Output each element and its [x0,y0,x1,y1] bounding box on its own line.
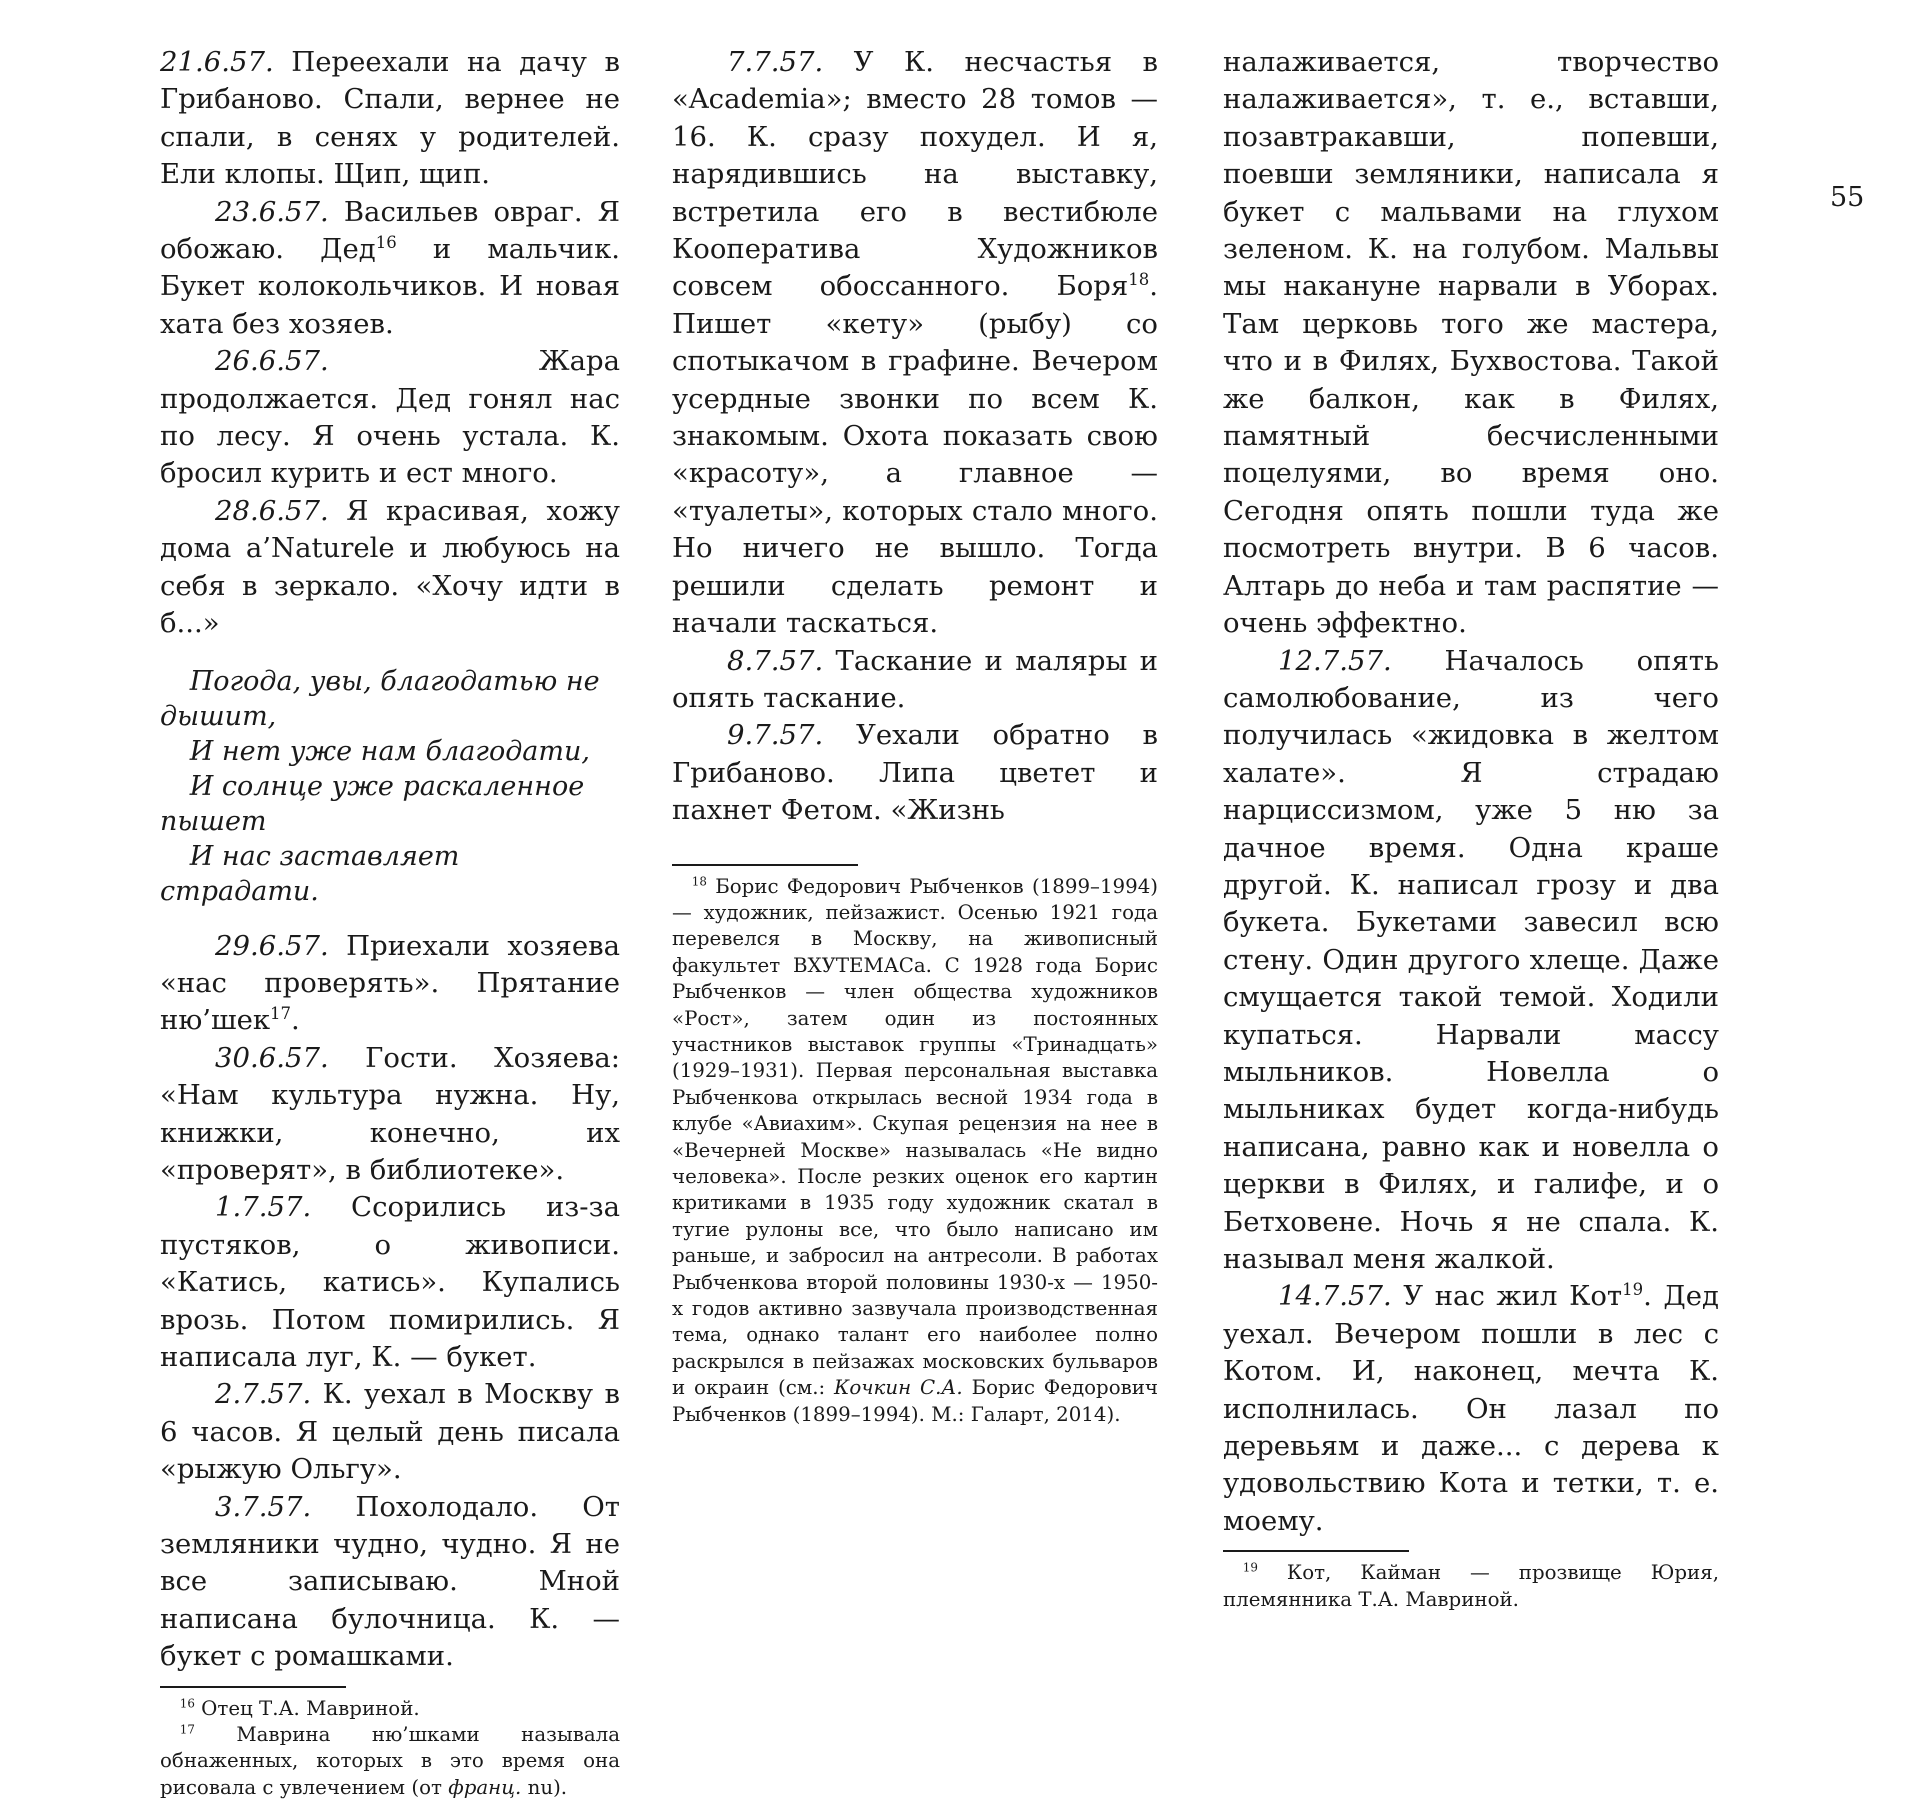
entry-date: 23.6.57. [215,195,329,228]
column-right [1223,44,1719,1613]
footnote-ref-18: 18 [1128,270,1150,290]
entry-1-7-57 [160,1189,620,1376]
entry-23-6-57 [160,194,620,344]
entry-30-6-57 [160,1040,620,1190]
entry-29-6-57 [160,928,620,1040]
footnote-rule [672,864,858,866]
footnote-text: Борис Федорович Рыбченков (1899–1994). М.: Галарт, 2014). [672,1376,1158,1426]
footnote-number: 18 [691,873,707,888]
entry-text: налаживается, творчество налаживается», т. е., вставши, позавтракавши, попевши, поевши земляники, написала я букет с мальвами на глухом зеленом. К. на голубом. Мальвы мы накануне нарвали в Уборах. Там церковь того же мастера, что и в Филях, Бухвостова. Такой же балкон, как в Филях, памятный бесчисленными поцелуями, во время оно. Сегодня опять пошли туда же посмотреть внутри. В 6 часов. Алтарь до неба и там распятие — очень эффектно. [1223,46,1719,640]
entry-text: У нас жил Кот [1391,1280,1623,1313]
poem-line: И солнце уже раскаленное пышет [160,770,585,837]
poem-line: Погода, увы, благодатью не дышит, [160,665,600,732]
entry-date: 2.7.57. [215,1378,312,1411]
entry-text: Началось опять самолюбование, из чего получилась «жидовка в желтом халате». Я страдаю нарциссизмом, уже 5 ню за дачное время. Одна краше другой. К. написал грозу и два букета. Букетами завесил всю стену. Один другого хлеще. Даже смущается такой темой. Ходили купаться. Нарвали массу мыльников. Новелла о мыльниках будет когда-нибудь написана, равно как и новелла о церкви в Филях, и галифе, и о Бетховене. Ночь я не спала. К. называл меня жалкой. [1223,644,1719,1275]
main-text [160,44,620,643]
entry-date: 12.7.57. [1278,644,1392,677]
entry-text: Жара продолжается. Дед гонял нас по лесу. Я очень устала. К. бросил курить и ест много. [160,345,620,490]
footnote-16 [160,1696,620,1722]
entry-14-7-57 [1223,1278,1719,1540]
footnote-text: Кот, Кайман — прозвище Юрия, племянника Т.А. Мавриной. [1223,1561,1719,1611]
footnote-ref-16: 16 [375,232,397,252]
entry-text: Похолодало. От земляники чудно, чудно. Я не все записываю. Мной написана булочница. К. — букет с ромашками. [160,1490,620,1673]
entry-text: Приехали хозяева «нас проверять». Прятание ню’шек [160,929,620,1037]
entry-26-6-57 [160,343,620,493]
entry-text: и мальчик. Букет колокольчиков. И новая хата без хозяев. [160,233,620,340]
entry-text: Ссорились из-за пустяков, о живописи. «Катись, катись». Купались врозь. Потом помирились. Я написала луг, К. — букет. [160,1191,620,1373]
entry-date: 29.6.57. [215,929,329,962]
footnote-ref-19: 19 [1622,1280,1644,1300]
entry-8-7-57 [672,643,1158,718]
main-text [160,928,620,1676]
footnote-text: Маврина ню’шками называла обнаженных, которых в это время она рисовала с увлечением (от [160,1723,620,1799]
footnote-text: Борис Федорович Рыбченков (1899–1994) — художник, пейзажист. Осенью 1921 года перевелся в Москву, на живописный факультет ВХУТЕМАСа. С 1928 года Борис Рыбченков — член общества художников «Рост», затем один из постоянных участников выставок группы «Тринадцать» (1929–1931). Первая персональная выставка Рыбченкова открылась весной 1934 года в клубе «Авиахим». Скупая рецензия на нее в «Вечерней Москве» называлась «Не видно человека». После резких оценок его картин критиками в 1935 году художник скатал в тугие рулоны все, что было написано им раньше, и забросил на антресоли. В работах Рыбченкова второй половины 1930-х — 1950-х годов активно зазвучала производственная тема, однако талант его наиболее полно раскрылся в пейзажах московских бульваров и окраин (см.: [672,874,1158,1400]
main-text [1223,44,1719,1540]
entry-9-7-57 [672,717,1158,829]
poem [160,664,620,909]
footnote-text: nu). [521,1775,568,1799]
entry-text: Переехали на дачу в Грибаново. Спали, вернее не спали, в сенях у родителей. Ели клопы. Щип, щип. [160,46,620,191]
entry-date: 30.6.57. [215,1041,329,1074]
footnote-number: 17 [179,1722,195,1737]
entry-date: 14.7.57. [1278,1280,1392,1313]
entry-2-7-57 [160,1376,620,1488]
entry-text: Таскание и маляры и опять таскание. [672,644,1158,714]
footnote-rule [160,1686,346,1688]
entry-date: 1.7.57. [215,1191,312,1224]
poem-line: И нас заставляет страдати. [160,840,460,907]
footnote-italic: Кочкин С.А. [834,1376,963,1400]
entry-date: 26.6.57. [215,345,329,378]
column-middle [672,44,1158,1428]
entry-21-6-57 [160,44,620,194]
footnote-number: 16 [179,1696,195,1711]
footnote-ref-17: 17 [270,1004,292,1024]
entry-text: Васильев овраг. Я обожаю. Дед [160,195,620,266]
entry-continuation [1223,44,1719,643]
entry-text: Уехали обратно в Грибаново. Липа цветет и пахнет Фетом. «Жизнь [672,719,1158,827]
entry-date: 21.6.57. [160,46,274,78]
footnote-italic: франц. [448,1775,522,1799]
footnote-18 [672,874,1158,1429]
poem-line: И нет уже нам благодати, [189,735,590,767]
entry-date: 8.7.57. [727,644,824,677]
entry-text: . Дед уехал. Вечером пошли в лес с Котом. И, наконец, мечта К. исполнилась. Он лазал по деревьям и даже... с дерева к удовольствию Кота и тетки, т. е. моему. [1223,1280,1719,1537]
entry-text: К. уехал в Москву в 6 часов. Я целый день писала «рыжую Ольгу». [160,1378,620,1486]
entry-12-7-57 [1223,643,1719,1279]
entry-28-6-57 [160,493,620,643]
footnotes [160,1696,620,1801]
page-number: 55 [1830,182,1865,213]
footnote-text: Отец Т.А. Мавриной. [194,1696,420,1720]
entry-text: . Пишет «кету» (рыбу) со спотыкачом в графине. Вечером усердные звонки по всем К. знакомым. Охота показать свою «красоту», а главное — «туалеты», которых стало много. Но ничего не вышло. Тогда решили сделать ремонт и начали таскаться. [672,270,1158,640]
entry-text: У К. несчастья в «Academia»; вместо 28 томов — 16. К. сразу похудел. И я, нарядившись на выставку, встретила его в вестибюле Кооператива Художников совсем обосcанного. Боря [672,46,1158,303]
entry-text: . [291,1004,300,1037]
entry-text: Гости. Хозяева: «Нам культура нужна. Ну, книжки, конечно, их «проверят», в библиотеке». [160,1041,620,1186]
entry-date: 9.7.57. [727,719,824,752]
main-text [672,44,1158,830]
entry-text: Я красивая, хожу дома a’Naturele и любуюсь на себя в зеркало. «Хочу идти в б...» [160,494,620,640]
footnotes [1223,1560,1719,1613]
entry-date: 28.6.57. [215,494,329,527]
footnote-number: 19 [1242,1560,1258,1575]
entry-7-7-57 [672,44,1158,643]
entry-date: 3.7.57. [215,1490,312,1523]
entry-3-7-57 [160,1489,620,1676]
entry-date: 7.7.57. [727,46,824,78]
footnote-19 [1223,1560,1719,1613]
footnote-rule [1223,1550,1409,1552]
footnote-17 [160,1722,620,1801]
footnotes [672,874,1158,1429]
column-left [160,44,620,1801]
